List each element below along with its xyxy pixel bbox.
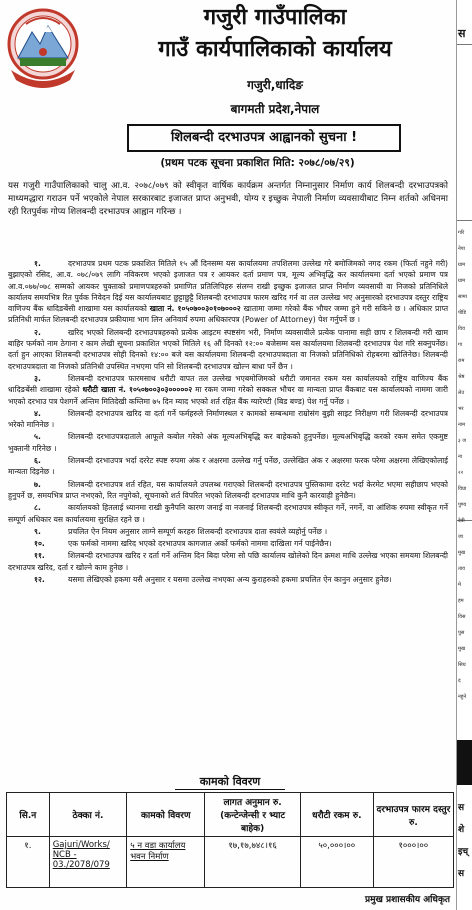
adjacent-text-fragment: मुख — [458, 550, 466, 556]
adjacent-text-fragment: श्रेष्ठ — [458, 374, 465, 380]
header-fee: दरभाउपत्र फारम दस्तुर रु. — [373, 793, 453, 837]
clause-number: ७. — [34, 479, 41, 489]
adjacent-text-fragment: सिध — [458, 662, 466, 668]
adjacent-text-fragment: ताव — [458, 566, 465, 572]
adjacent-text-fragment: पीडि — [458, 310, 467, 316]
notice-intro: यस गजुरी गाउँपालिकाको चालु आ.व. २०७८/०७९ को स्वीकृत वार्षिक कार्यक्रम अन्तर्गत निम्नानुसार निर्माण कार्य शिलबन्दी दरभाउपत्रको माध्यमद्धारा गराउन पर्ने भएकोले नेपाल सरकारबाट इजाजत प्राप्त अनुभवी, योग्य र इच्छुक नेपाली निर्माण व्यवसायीबाट निम्न शर्तको अधिनमा रही रितपुर्वक गोप्य शिलबन्दी दरभाउपत्र आह्वान गरिन्छ । — [8, 181, 448, 217]
dark-block — [457, 740, 472, 785]
adjacent-text-fragment: राम — [458, 358, 465, 364]
clause-text-continued: खातामा जम्मा गरेको बैंक भौचर जम्मा हुने गरी सकिने छ । अधिकार प्राप्त प्रतिनिधी मार्फत शिलबन्दी दरभाउपत्र प्रकीयामा भाग लिन अनिवार्य रुपमा अधिकारपत्र (Power of Attorney) पेश गर्नुपर्ने छ । — [8, 304, 449, 325]
clause-number: ४. — [34, 408, 41, 418]
clause-item — [8, 431, 448, 454]
clause-number: ३. — [34, 373, 41, 383]
office-address: गजुरी,धादिङ — [247, 78, 303, 92]
adjacent-text-fragment: विप्रा — [458, 486, 467, 492]
cell-contract: Gajuri/Works/ NCB - 03./2078/079 — [49, 837, 127, 888]
adjacent-text-fragment: नेपा — [458, 246, 465, 252]
cell-sn: १. — [7, 837, 50, 888]
header-contract: ठेक्का नं. — [49, 793, 127, 837]
adjacent-text-fragment: सामा — [458, 294, 467, 300]
clause-item — [8, 526, 448, 537]
adjacent-text-fragment: देवी — [458, 518, 465, 524]
adjacent-text-fragment: मे — [458, 582, 461, 588]
works-title: कामको विवरण — [175, 774, 285, 790]
nepal-emblem-logo — [6, 6, 80, 90]
clause-account-number: खाता नं. १०५०७००३०१०७०००२ — [149, 304, 241, 314]
clause-item — [8, 455, 448, 478]
clause-text: शिलबन्दी दरभाउपत्र भर्दा दररेट स्पष्ट रुपमा अंक र अक्षरमा उल्लेख गर्नु पर्नेछ, उल्लेखित अंक र अक्षरमा फरक परेमा अक्षरमा लेखिएकोलाई मान्यता दिइनेछ । — [8, 456, 448, 477]
adjacent-text-fragment: गा — [458, 342, 463, 348]
adjacent-text-fragment: ग्राम — [458, 278, 466, 284]
adjacent-bold-fragment: इच् — [458, 847, 469, 857]
clause-text: शिलबन्दी दरभाउपत्रदाताले आफूले कबोल गरेको अंक मूल्यअभिबृद्धि कर बाहेकको हुनुपर्नेछ। मूल्यअभिबृद्धि करको रकम समेत एकमुष्ट भुक्तानी गरिनेछ । — [8, 432, 448, 453]
clause-number: ११. — [34, 551, 45, 561]
cell-deposit: ५०,०००।०० — [300, 837, 373, 888]
clause-account-number: धरौटी खाता नं. १०५०७००३०३०००००२ — [82, 385, 193, 395]
table-row — [7, 837, 454, 888]
clause-number: १. — [34, 259, 41, 268]
divider — [457, 220, 472, 221]
header-deposit: धरौटी रकम रु. — [300, 793, 373, 837]
header-description: कामको विवरण — [127, 793, 205, 837]
clause-number: १२. — [34, 575, 45, 585]
signature-title: प्रमुख प्रशासकीय अधिकृत — [364, 895, 450, 905]
cell-estimate: १७,१७,७४८।१६ — [205, 837, 301, 888]
cell-fee: १०००।०० — [373, 837, 453, 888]
clause-number: ९. — [34, 526, 41, 536]
adjacent-text-fragment: पुण्य — [458, 502, 467, 508]
adjacent-bold-fragment: स — [458, 803, 465, 813]
clause-item — [8, 479, 448, 502]
clause-item — [8, 574, 448, 585]
clause-text: शिलबन्दी दरभाउपत्र खरिद र दर्ता गर्ने अन्तिम दिन बिदा परेमा सो पछि कार्यालय खोलेको दिन क्रमश माथि उल्लेख भएका समयमा शिलबन्दी दरभाउपत्र खरिद, दर्ता र खोल्ने काम हुनेछ । — [8, 551, 448, 572]
divider — [457, 44, 472, 45]
adjacent-text-fragment: ३ ज — [458, 438, 466, 444]
adjacent-bold-fragment: शे — [458, 825, 465, 835]
adjacent-text-fragment: भर — [458, 406, 464, 412]
adjacent-text-fragment: पुस — [458, 630, 465, 636]
clause-item — [8, 373, 448, 407]
adjacent-text-fragment: नाम — [458, 422, 466, 428]
clause-item — [8, 258, 448, 326]
adjacent-text-fragment: लेउ — [458, 390, 465, 396]
header-sn: सि.न — [7, 793, 50, 837]
adjacent-column — [456, 0, 472, 910]
adjacent-text-fragment: २२ — [458, 470, 464, 476]
province-name: बागमती प्रदेश,नेपाल — [230, 102, 320, 116]
clause-item — [8, 327, 448, 372]
adjacent-column-header: स — [458, 27, 466, 40]
clause-item — [8, 550, 448, 573]
adjacent-text-fragment: नहुने — [458, 694, 467, 700]
clause-text: खरिद भएको शिलबन्दी दरभाउपत्रहरुको प्रत्येक आइटम स्पष्टसंग भरी, निर्माण व्यवसायीले प्रत्येक पानामा सही छाप र शिलबन्दी गरी खाम बाहिर फर्मको नाम ठेगाना र काम लेखी सूचना प्रकाशित भएको मितिले १६ औं दिनको १२:०० बजेसम्म यस कार्यालयमा शिलबन्दी दरभाउपत्र पेश गरि सक्नुपर्नेछ। दर्ता हुन आएका शिलबन्दी दरभाउपत्र सोही दिनको १४:०० बजे यस कार्यालयमा शिलबन्दी दरभाउपत्रदाता वा निजको प्रतिनिधिको रोहबरमा खोलिनेछ। शिलबन्दी दरभाउपत्रदाता वा निजको प्रतिनिधी उपस्थित नभएमा पनि सो शिलबन्दी दरभाउपत्र खोल्न बाधा पर्ने छैन । — [8, 327, 448, 371]
clause-number: १०. — [34, 539, 45, 549]
municipality-name: गजुरी गाउँपालिका — [203, 5, 347, 30]
clause-text: दरभाउपत्र प्रथम पटक प्रकाशित मितिले १५ औं दिनसम्म यस कार्यालयमा तपशिलमा उल्लेख गरे बमोजिमको नगद रकम (फिर्ता नहुने गरी) बुझाएको रसिद, आ.व. ०७८/०७९ लागि नविकरण भएको इजाजत पत्र र आयकर दर्ता प्रमाण पत्र, मूल्य अभिवृद्धि कर कार्यालयमा दर्ता भएको प्रमाण पत्र आ.व.०७७/०७८ सम्मको आयकर चुक्ताको प्रमाणपत्रहरुको प्रमाणित प्रतिलिपिहरु संलग्न राखी इच्छुक इजाजत प्राप्त निर्माण व्यवसायी वा निजको प्रतिनिधिले कार्यालय समयभित्र रित पुर्वक निवेदन दिई यस कार्यालयबाट छुट्टाछुट्टै शिलबन्दी दरभाउपत्र फारम खरिद गर्न वा तल उल्लेख भए अनुसारको दरभाउपत्र दस्तुर राष्ट्रिय वाणिज्य बैंक धादिङबेंसी शाखामा यस कार्यालयको — [8, 259, 448, 314]
adjacent-text-fragment: मुख — [458, 646, 466, 652]
clause-text: शिलबन्दी दरभाउपत्र खरिद वा दर्ता गर्ने फर्महरुले निर्माणस्थल र कामको सम्बन्धमा राम्रोसंग बुझी साइट निरीक्षण गरी शिलबन्दी दरभाउपत्र भरेको मानिनेछ । — [8, 408, 448, 430]
adjacent-text-fragment: ग्राम — [458, 262, 466, 268]
adjacent-text-fragment: विस — [458, 614, 466, 620]
clause-number: ६. — [34, 456, 41, 466]
adjacent-text-fragment: द — [458, 678, 461, 684]
clause-text: एक फर्मको नाममा खरिद भएको दरभाउपत्र कागजात अर्को फर्मको नाममा दाखिला गर्न पाईनेछैन। — [68, 539, 332, 549]
adjacent-text-fragment: गरि — [458, 230, 465, 236]
cell-description: ५ न वडा कार्यालय भवन निर्माण — [127, 837, 205, 888]
clause-text: शिलबन्दी दरभाउपत्र फारमसाथ धरौटी वापत तल उल्लेख भएबमोजिमको धरौटी जमानत रकम यस कार्यालयको राष्ट्रिय वाणिज्य बैंक धादिङबेंसी शाखामा रहेको — [8, 373, 448, 395]
clause-text: प्रचलित ऐन नियम अनुसार लाग्ने सम्पूर्ण करहरु शिलबन्दी दरभाउपत्र दाता स्वयंले व्यहोर्नु पर्नेछ । — [68, 526, 328, 536]
publication-date: (प्रथम पटक सूचना प्रकाशित मिति: २०७८/०७/२९) — [160, 157, 355, 169]
header-estimate: लागत अनुमान रु. (कन्टेन्जेन्सी र भ्याट बाहेक) — [205, 793, 301, 837]
adjacent-bold-fragment: स — [458, 869, 465, 879]
adjacent-text-fragment: जा — [458, 534, 464, 540]
clause-item — [8, 538, 448, 549]
clause-number: ८. — [34, 503, 41, 513]
clause-text: शिलबन्दी दरभाउपत्र शर्त रहित, यस कार्यालयले उपलब्ध गराएको शिलबन्दी दरभाउपत्र पुस्तिकामा दररेट भर्दा केरमेट भएमा सहीछाप भएको हुनुपर्ने छ, समयभित्र प्राप्त नभएको, रित नपुगेको, सूचनाको शर्त विपरित भएको शिलबन्दी दरभाउपत्र माथि कुनै कारवाही हुनेछैन। — [8, 479, 448, 500]
notice-title: शिलबन्दी दरभाउपत्र आह्वानको सुचना ! — [127, 124, 401, 152]
clause-number: ५. — [34, 432, 41, 442]
works-table — [6, 792, 454, 888]
clause-number: २. — [34, 327, 41, 337]
adjacent-text-fragment: विव — [458, 326, 465, 332]
office-name: गाउँ कार्यपालिकाको कार्यालय — [158, 37, 392, 62]
clause-item — [8, 502, 448, 525]
notice-clauses — [8, 258, 448, 586]
works-header-row — [7, 793, 454, 837]
clause-text: कार्यालयको हितलाई ध्यानमा राखी कुनैपनि कारण जनाई वा नजनाई शिलबन्दी दरभाउपत्र स्वीकृत गर्ने, नगर्ने, वा आंशिक रुपमा स्वीकृत गर्ने सम्पूर्ण अधिकार यस कार्यालयमा सुरक्षित रहने छ । — [8, 503, 448, 524]
clause-text-continued: मा रकम जम्मा गरेको सक्कल भौचर वा मान्यता प्राप्त बैंकबाट यस कार्यालयको नाममा जारी भएको दरभाउ पत्र पेशगर्ने अन्तिम मितिदेखी कम्तिमा ७५ दिन म्याद भएको शर्त रहित बैंक ग्यारेण्टी (बिड बण्ड) पेश गर्नु पर्नेछ । — [8, 385, 448, 406]
clause-text: यसमा लेखिएको हकमा यसै अनुसार र यसमा उल्लेख नभएका अन्य कुराहरुको हकमा प्रचलित ऐन कानुन अनुसार हुनेछ। — [68, 575, 392, 585]
adjacent-text-fragment: हम — [458, 598, 464, 604]
adjacent-text-fragment: ना — [458, 454, 463, 460]
clause-item — [8, 408, 448, 431]
